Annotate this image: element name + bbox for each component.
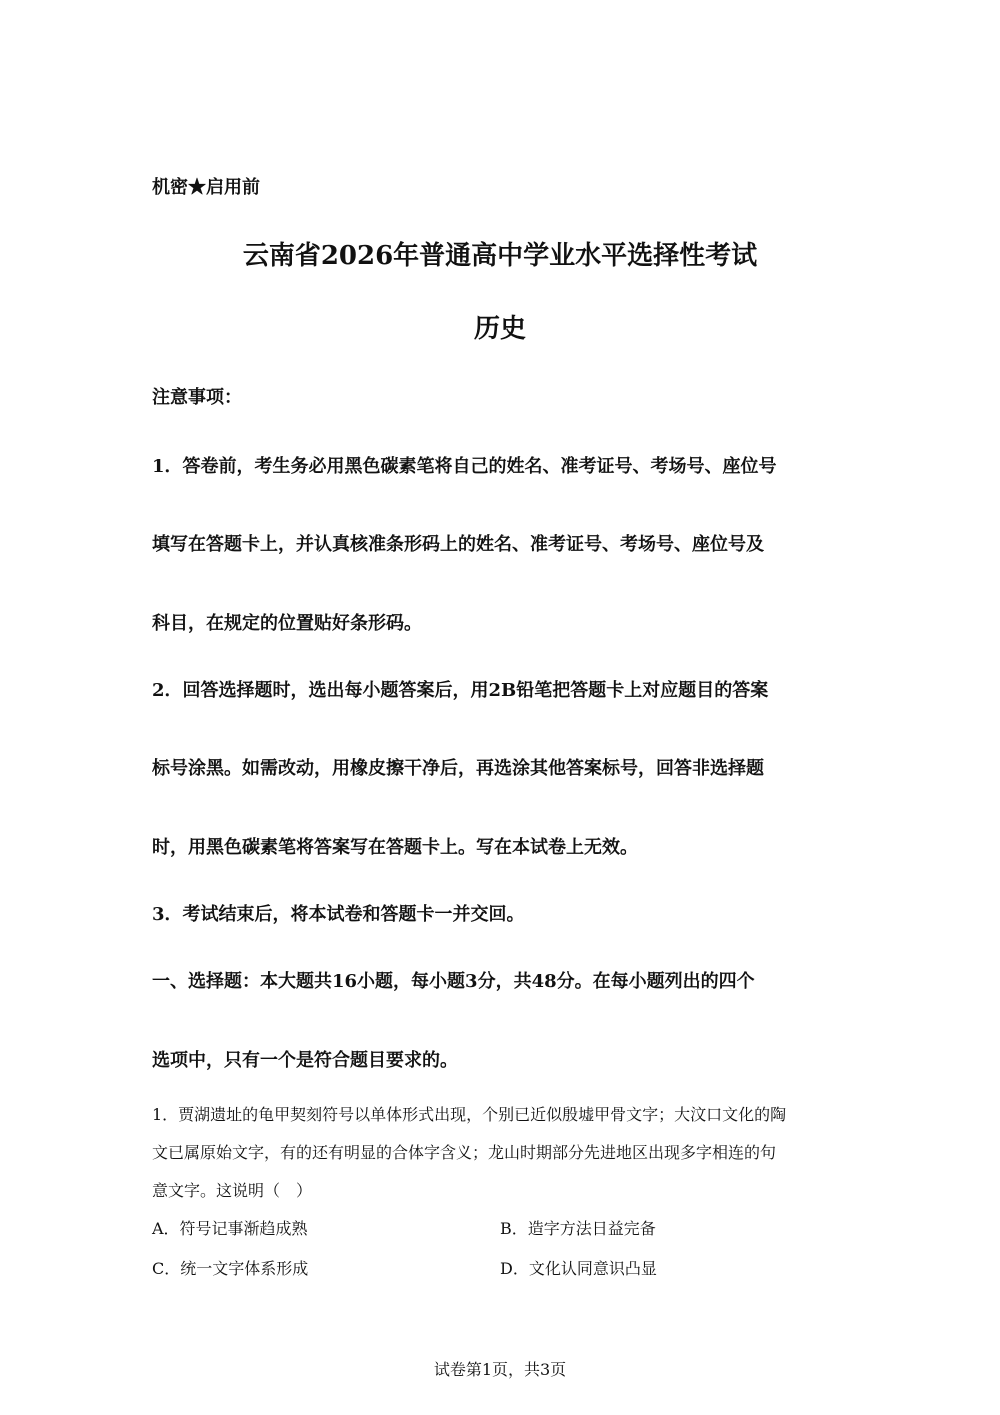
question-stem: 1．贾湖遗址的龟甲契刻符号以单体形式出现，个别已近似殷墟甲骨文字；大汶口文化的陶 [152,1105,787,1124]
page-footer: 试卷第1页，共3页 [433,1360,567,1379]
option-c: C．统一文字体系形成 [152,1259,309,1278]
option-d: D．文化认同意识凸显 [500,1259,657,1278]
notice-line: 标号涂黑。如需改动，用橡皮擦干净后，再选涂其他答案标号，回答非选择题 [152,758,764,779]
confidential-mark: 机密★启用前 [152,177,260,198]
subject-title: 历史 [473,314,526,344]
question-stem: 意文字。这说明（ ） [152,1181,313,1200]
section-heading: 一、选择题：本大题共16小题，每小题3分，共48分。在每小题列出的四个 [152,971,755,992]
notice-heading: 注意事项： [152,387,242,408]
notice-line: 填写在答题卡上，并认真核准条形码上的姓名、准考证号、考场号、座位号及 [152,534,764,555]
option-b: B．造字方法日益完备 [500,1219,656,1238]
section-heading: 选项中，只有一个是符合题目要求的。 [152,1050,458,1071]
notice-line: 1．答卷前，考生务必用黑色碳素笔将自己的姓名、准考证号、考场号、座位号 [152,456,777,477]
option-a: A．符号记事渐趋成熟 [152,1219,308,1238]
notice-line: 2．回答选择题时，选出每小题答案后，用2B铅笔把答题卡上对应题目的答案 [152,680,769,701]
notice-line: 3．考试结束后，将本试卷和答题卡一并交回。 [152,904,525,925]
question-stem: 文已属原始文字，有的还有明显的合体字含义；龙山时期部分先进地区出现多字相连的句 [152,1143,777,1162]
notice-line: 科目，在规定的位置贴好条形码。 [152,613,422,634]
exam-title: 云南省2026年普通高中学业水平选择性考试 [242,241,758,271]
notice-line: 时，用黑色碳素笔将答案写在答题卡上。写在本试卷上无效。 [152,837,638,858]
